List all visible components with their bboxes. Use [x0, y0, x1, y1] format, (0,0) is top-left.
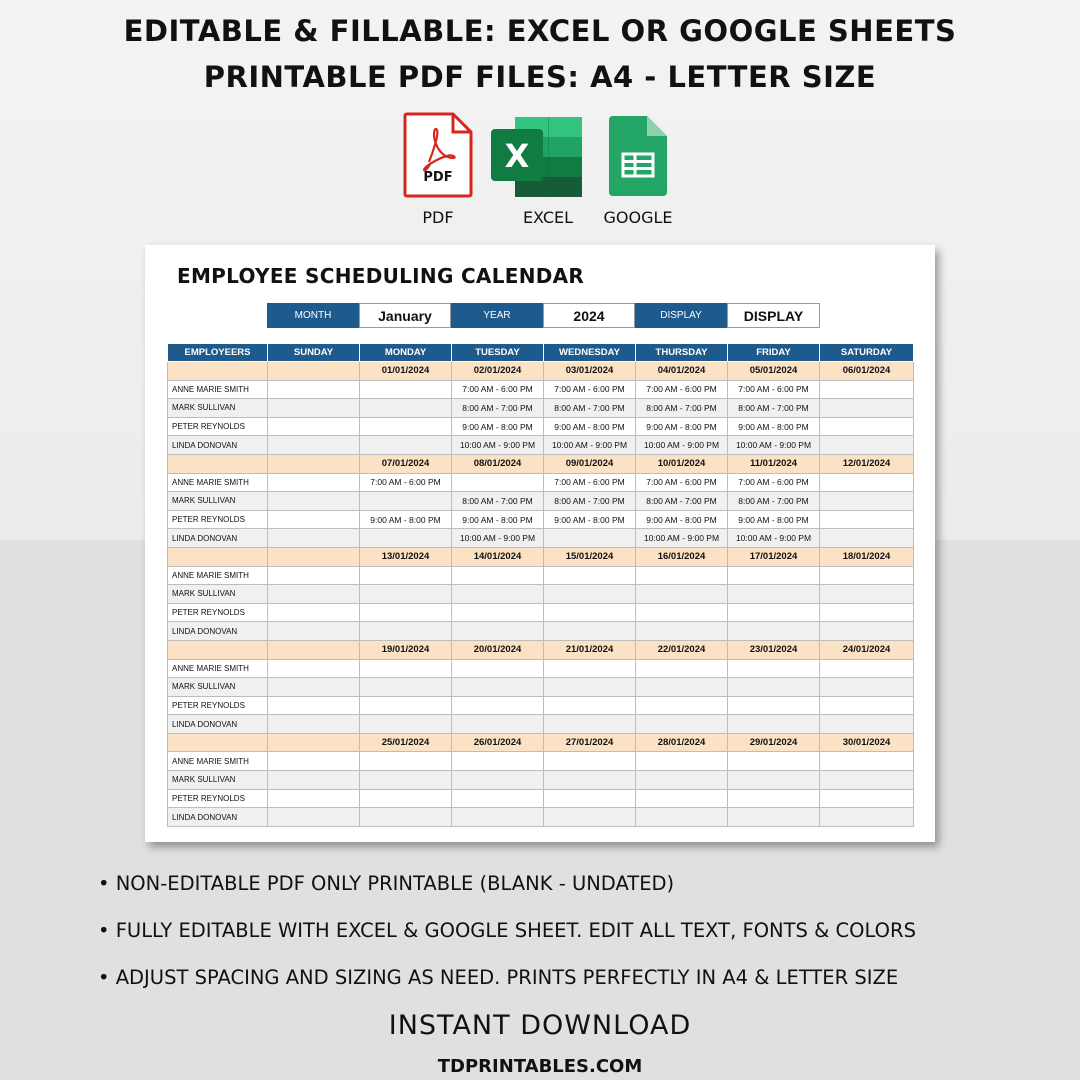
- shift-cell[interactable]: [268, 436, 360, 455]
- shift-cell[interactable]: [452, 808, 544, 827]
- date-cell: [268, 640, 360, 659]
- shift-cell[interactable]: [360, 417, 452, 436]
- employee-row: [168, 529, 914, 548]
- date-cell: 09/01/2024: [544, 454, 636, 473]
- shift-cell[interactable]: [544, 678, 636, 697]
- date-cell: 16/01/2024: [636, 547, 728, 566]
- date-cell: [268, 547, 360, 566]
- shift-cell[interactable]: [820, 417, 914, 436]
- date-cell: 02/01/2024: [452, 362, 544, 381]
- shift-cell[interactable]: 7:00 AM - 6:00 PM: [636, 473, 728, 492]
- date-cell: 06/01/2024: [820, 362, 914, 381]
- shift-cell[interactable]: 10:00 AM - 9:00 PM: [728, 436, 820, 455]
- date-cell: 24/01/2024: [820, 640, 914, 659]
- pdf-label: PDF: [422, 208, 454, 227]
- shift-cell[interactable]: 10:00 AM - 9:00 PM: [544, 436, 636, 455]
- shift-cell[interactable]: [268, 585, 360, 604]
- shift-cell[interactable]: [452, 473, 544, 492]
- shift-cell[interactable]: [544, 603, 636, 622]
- employee-name: MARK SULLIVAN: [168, 585, 268, 604]
- shift-cell[interactable]: [728, 752, 820, 771]
- employee-row: [168, 399, 914, 418]
- employee-name: MARK SULLIVAN: [168, 678, 268, 697]
- shift-cell[interactable]: [544, 789, 636, 808]
- shift-cell[interactable]: [820, 380, 914, 399]
- column-header: WEDNESDAY: [544, 344, 636, 362]
- bullet-fully-editable: • FULLY EDITABLE WITH EXCEL & GOOGLE SHEET. EDIT ALL TEXT, FONTS & COLORS: [98, 919, 916, 942]
- shift-cell[interactable]: [452, 659, 544, 678]
- shift-cell[interactable]: 9:00 AM - 8:00 PM: [360, 510, 452, 529]
- shift-cell[interactable]: 7:00 AM - 6:00 PM: [544, 380, 636, 399]
- column-header: MONDAY: [360, 344, 452, 362]
- employee-name: PETER REYNOLDS: [168, 510, 268, 529]
- date-cell: 27/01/2024: [544, 733, 636, 752]
- shift-cell[interactable]: [820, 678, 914, 697]
- shift-cell[interactable]: 10:00 AM - 9:00 PM: [636, 529, 728, 548]
- date-row: [168, 733, 914, 752]
- column-header: SATURDAY: [820, 344, 914, 362]
- shift-cell[interactable]: 9:00 AM - 8:00 PM: [544, 510, 636, 529]
- shift-cell[interactable]: [452, 789, 544, 808]
- shift-cell[interactable]: [728, 566, 820, 585]
- shift-cell[interactable]: [268, 771, 360, 790]
- employee-name: LINDA DONOVAN: [168, 529, 268, 548]
- employee-name: LINDA DONOVAN: [168, 436, 268, 455]
- employee-name: PETER REYNOLDS: [168, 789, 268, 808]
- date-cell: 25/01/2024: [360, 733, 452, 752]
- shift-cell[interactable]: [360, 566, 452, 585]
- shift-cell[interactable]: [636, 771, 728, 790]
- shift-cell[interactable]: [452, 715, 544, 734]
- shift-cell[interactable]: [820, 696, 914, 715]
- employee-row: [168, 808, 914, 827]
- shift-cell[interactable]: [820, 510, 914, 529]
- shift-cell[interactable]: [360, 622, 452, 641]
- shift-cell[interactable]: 10:00 AM - 9:00 PM: [728, 529, 820, 548]
- employee-row: [168, 585, 914, 604]
- date-cell: 21/01/2024: [544, 640, 636, 659]
- shift-cell[interactable]: 8:00 AM - 7:00 PM: [728, 492, 820, 511]
- shift-cell[interactable]: [728, 678, 820, 697]
- shift-cell[interactable]: [636, 715, 728, 734]
- shift-cell[interactable]: 8:00 AM - 7:00 PM: [728, 399, 820, 418]
- employee-name: LINDA DONOVAN: [168, 715, 268, 734]
- date-row: [168, 454, 914, 473]
- shift-cell[interactable]: [544, 622, 636, 641]
- employee-name: ANNE MARIE SMITH: [168, 473, 268, 492]
- date-cell: 14/01/2024: [452, 547, 544, 566]
- shift-cell[interactable]: [268, 752, 360, 771]
- shift-cell[interactable]: [820, 715, 914, 734]
- shift-cell[interactable]: 10:00 AM - 9:00 PM: [452, 529, 544, 548]
- date-cell: 26/01/2024: [452, 733, 544, 752]
- shift-cell[interactable]: [268, 808, 360, 827]
- date-row-label-cell: [168, 362, 268, 381]
- employee-row: [168, 659, 914, 678]
- date-cell: 15/01/2024: [544, 547, 636, 566]
- excel-label: EXCEL: [522, 208, 574, 227]
- shift-cell[interactable]: [728, 808, 820, 827]
- shift-cell[interactable]: [360, 603, 452, 622]
- date-cell: [268, 733, 360, 752]
- employee-name: PETER REYNOLDS: [168, 696, 268, 715]
- shift-cell[interactable]: [636, 659, 728, 678]
- date-cell: 07/01/2024: [360, 454, 452, 473]
- employee-row: [168, 678, 914, 697]
- shift-cell[interactable]: [360, 659, 452, 678]
- shift-cell[interactable]: [636, 585, 728, 604]
- shift-cell[interactable]: [360, 678, 452, 697]
- column-header: FRIDAY: [728, 344, 820, 362]
- shift-cell[interactable]: [268, 492, 360, 511]
- employee-name: MARK SULLIVAN: [168, 492, 268, 511]
- shift-cell[interactable]: [452, 603, 544, 622]
- date-cell: 22/01/2024: [636, 640, 728, 659]
- shift-cell[interactable]: [268, 399, 360, 418]
- date-cell: 05/01/2024: [728, 362, 820, 381]
- shift-cell[interactable]: 7:00 AM - 6:00 PM: [728, 380, 820, 399]
- shift-cell[interactable]: [544, 585, 636, 604]
- year-select[interactable]: 2024: [543, 303, 635, 328]
- display-select[interactable]: DISPLAY: [727, 303, 820, 328]
- date-cell: 11/01/2024: [728, 454, 820, 473]
- date-cell: [268, 454, 360, 473]
- schedule-sheet: [145, 245, 935, 842]
- shift-cell[interactable]: [636, 678, 728, 697]
- shift-cell[interactable]: [544, 715, 636, 734]
- shift-cell[interactable]: 10:00 AM - 9:00 PM: [636, 436, 728, 455]
- shift-cell[interactable]: [820, 752, 914, 771]
- employee-name: ANNE MARIE SMITH: [168, 752, 268, 771]
- employee-name: PETER REYNOLDS: [168, 603, 268, 622]
- date-cell: 28/01/2024: [636, 733, 728, 752]
- shift-cell[interactable]: [820, 789, 914, 808]
- shift-cell[interactable]: [820, 622, 914, 641]
- shift-cell[interactable]: [452, 622, 544, 641]
- date-cell: 17/01/2024: [728, 547, 820, 566]
- date-cell: 04/01/2024: [636, 362, 728, 381]
- date-cell: 23/01/2024: [728, 640, 820, 659]
- date-cell: 30/01/2024: [820, 733, 914, 752]
- date-cell: 10/01/2024: [636, 454, 728, 473]
- shift-cell[interactable]: [728, 771, 820, 790]
- google-label: GOOGLE: [603, 208, 673, 227]
- shift-cell[interactable]: 8:00 AM - 7:00 PM: [636, 399, 728, 418]
- shift-cell[interactable]: [268, 696, 360, 715]
- employee-row: [168, 789, 914, 808]
- shift-cell[interactable]: [728, 715, 820, 734]
- shift-cell[interactable]: [820, 808, 914, 827]
- shift-cell[interactable]: 9:00 AM - 8:00 PM: [452, 417, 544, 436]
- shift-cell[interactable]: [820, 566, 914, 585]
- employee-row: [168, 510, 914, 529]
- site-url: TDPRINTABLES.COM: [437, 1056, 643, 1077]
- shift-cell[interactable]: [820, 603, 914, 622]
- shift-cell[interactable]: [268, 473, 360, 492]
- employee-row: [168, 771, 914, 790]
- shift-cell[interactable]: [820, 473, 914, 492]
- bullet-adjust-spacing: • ADJUST SPACING AND SIZING AS NEED. PRINTS PERFECTLY IN A4 & LETTER SIZE: [98, 966, 899, 989]
- schedule-table: [167, 343, 914, 827]
- shift-cell[interactable]: [452, 696, 544, 715]
- column-header: THURSDAY: [636, 344, 728, 362]
- shift-cell[interactable]: [636, 808, 728, 827]
- date-cell: 12/01/2024: [820, 454, 914, 473]
- shift-cell[interactable]: [360, 529, 452, 548]
- shift-cell[interactable]: [360, 771, 452, 790]
- shift-cell[interactable]: [268, 510, 360, 529]
- month-label: MONTH: [267, 303, 359, 328]
- shift-cell[interactable]: 8:00 AM - 7:00 PM: [544, 492, 636, 511]
- shift-cell[interactable]: 9:00 AM - 8:00 PM: [544, 417, 636, 436]
- shift-cell[interactable]: [728, 622, 820, 641]
- shift-cell[interactable]: [636, 752, 728, 771]
- shift-cell[interactable]: [360, 492, 452, 511]
- shift-cell[interactable]: 7:00 AM - 6:00 PM: [728, 473, 820, 492]
- employee-row: [168, 473, 914, 492]
- shift-cell[interactable]: [544, 566, 636, 585]
- display-label: DISPLAY: [635, 303, 727, 328]
- shift-cell[interactable]: [452, 752, 544, 771]
- shift-cell[interactable]: [268, 603, 360, 622]
- google-sheets-icon: [609, 116, 667, 201]
- shift-cell[interactable]: 9:00 AM - 8:00 PM: [636, 417, 728, 436]
- date-row: [168, 547, 914, 566]
- shift-cell[interactable]: [820, 585, 914, 604]
- employee-name: LINDA DONOVAN: [168, 808, 268, 827]
- shift-cell[interactable]: [728, 696, 820, 715]
- excel-icon: [491, 117, 583, 202]
- shift-cell[interactable]: [820, 771, 914, 790]
- shift-cell[interactable]: 10:00 AM - 9:00 PM: [452, 436, 544, 455]
- employee-name: MARK SULLIVAN: [168, 771, 268, 790]
- excel-badge: X: [504, 137, 530, 175]
- employee-row: [168, 696, 914, 715]
- shift-cell[interactable]: [268, 659, 360, 678]
- date-row-label-cell: [168, 547, 268, 566]
- shift-cell[interactable]: [544, 696, 636, 715]
- shift-cell[interactable]: [636, 789, 728, 808]
- shift-cell[interactable]: [820, 492, 914, 511]
- shift-cell[interactable]: [360, 585, 452, 604]
- shift-cell[interactable]: [268, 715, 360, 734]
- shift-cell[interactable]: 7:00 AM - 6:00 PM: [636, 380, 728, 399]
- date-row: [168, 640, 914, 659]
- shift-cell[interactable]: [636, 603, 728, 622]
- date-row: [168, 362, 914, 381]
- shift-cell[interactable]: 8:00 AM - 7:00 PM: [636, 492, 728, 511]
- shift-cell[interactable]: [360, 696, 452, 715]
- date-cell: [268, 362, 360, 381]
- shift-cell[interactable]: [360, 380, 452, 399]
- date-row-label-cell: [168, 640, 268, 659]
- shift-cell[interactable]: [360, 752, 452, 771]
- employee-row: [168, 417, 914, 436]
- employee-row: [168, 436, 914, 455]
- year-label: YEAR: [451, 303, 543, 328]
- shift-cell[interactable]: [820, 436, 914, 455]
- shift-cell[interactable]: [452, 678, 544, 697]
- employee-row: [168, 752, 914, 771]
- shift-cell[interactable]: [636, 622, 728, 641]
- shift-cell[interactable]: [268, 622, 360, 641]
- column-header: EMPLOYEERS: [168, 344, 268, 362]
- employee-row: [168, 622, 914, 641]
- employee-name: ANNE MARIE SMITH: [168, 566, 268, 585]
- employee-name: ANNE MARIE SMITH: [168, 380, 268, 399]
- shift-cell[interactable]: [360, 715, 452, 734]
- sheet-title: EMPLOYEE SCHEDULING CALENDAR: [177, 264, 585, 288]
- employee-name: MARK SULLIVAN: [168, 399, 268, 418]
- shift-cell[interactable]: 7:00 AM - 6:00 PM: [544, 473, 636, 492]
- employee-row: [168, 492, 914, 511]
- shift-cell[interactable]: [452, 585, 544, 604]
- shift-cell[interactable]: 8:00 AM - 7:00 PM: [544, 399, 636, 418]
- date-cell: 18/01/2024: [820, 547, 914, 566]
- shift-cell[interactable]: 8:00 AM - 7:00 PM: [452, 399, 544, 418]
- date-cell: 29/01/2024: [728, 733, 820, 752]
- column-header: TUESDAY: [452, 344, 544, 362]
- employee-name: ANNE MARIE SMITH: [168, 659, 268, 678]
- shift-cell[interactable]: 9:00 AM - 8:00 PM: [636, 510, 728, 529]
- date-cell: 01/01/2024: [360, 362, 452, 381]
- shift-cell[interactable]: 7:00 AM - 6:00 PM: [452, 380, 544, 399]
- headline-editable: EDITABLE & FILLABLE: EXCEL OR GOOGLE SHEETS: [123, 14, 957, 48]
- shift-cell[interactable]: [728, 585, 820, 604]
- employee-row: [168, 566, 914, 585]
- shift-cell[interactable]: [820, 399, 914, 418]
- shift-cell[interactable]: [268, 789, 360, 808]
- shift-cell[interactable]: [268, 529, 360, 548]
- employee-name: PETER REYNOLDS: [168, 417, 268, 436]
- shift-cell[interactable]: [268, 417, 360, 436]
- shift-cell[interactable]: [544, 771, 636, 790]
- employee-row: [168, 715, 914, 734]
- pdf-badge: PDF: [423, 170, 453, 185]
- shift-cell[interactable]: 9:00 AM - 8:00 PM: [728, 417, 820, 436]
- shift-cell[interactable]: [268, 678, 360, 697]
- shift-cell[interactable]: [452, 771, 544, 790]
- shift-cell[interactable]: [728, 659, 820, 678]
- shift-cell[interactable]: 8:00 AM - 7:00 PM: [452, 492, 544, 511]
- employee-name: LINDA DONOVAN: [168, 622, 268, 641]
- shift-cell[interactable]: [636, 696, 728, 715]
- employee-row: [168, 380, 914, 399]
- shift-cell[interactable]: [728, 603, 820, 622]
- shift-cell[interactable]: [728, 789, 820, 808]
- shift-cell[interactable]: [544, 529, 636, 548]
- date-cell: 19/01/2024: [360, 640, 452, 659]
- employee-row: [168, 603, 914, 622]
- month-select[interactable]: January: [359, 303, 451, 328]
- shift-cell[interactable]: [452, 566, 544, 585]
- pdf-file-icon: [403, 112, 473, 203]
- shift-cell[interactable]: [360, 789, 452, 808]
- bullet-non-editable-pdf: • NON-EDITABLE PDF ONLY PRINTABLE (BLANK - UNDATED): [98, 872, 675, 895]
- date-cell: 03/01/2024: [544, 362, 636, 381]
- shift-cell[interactable]: [820, 659, 914, 678]
- column-header-row: [168, 344, 914, 362]
- instant-download-text: INSTANT DOWNLOAD: [388, 1010, 692, 1041]
- shift-cell[interactable]: [360, 399, 452, 418]
- column-header: SUNDAY: [268, 344, 360, 362]
- shift-cell[interactable]: [544, 752, 636, 771]
- shift-cell[interactable]: [544, 659, 636, 678]
- shift-cell[interactable]: 9:00 AM - 8:00 PM: [728, 510, 820, 529]
- date-cell: 13/01/2024: [360, 547, 452, 566]
- headline-printable: PRINTABLE PDF FILES: A4 - LETTER SIZE: [203, 60, 877, 94]
- shift-cell[interactable]: [820, 529, 914, 548]
- shift-cell[interactable]: 7:00 AM - 6:00 PM: [360, 473, 452, 492]
- shift-cell[interactable]: 9:00 AM - 8:00 PM: [452, 510, 544, 529]
- shift-cell[interactable]: [360, 436, 452, 455]
- shift-cell[interactable]: [636, 566, 728, 585]
- shift-cell[interactable]: [268, 380, 360, 399]
- shift-cell[interactable]: [544, 808, 636, 827]
- date-row-label-cell: [168, 733, 268, 752]
- date-cell: 20/01/2024: [452, 640, 544, 659]
- date-cell: 08/01/2024: [452, 454, 544, 473]
- date-row-label-cell: [168, 454, 268, 473]
- shift-cell[interactable]: [268, 566, 360, 585]
- shift-cell[interactable]: [360, 808, 452, 827]
